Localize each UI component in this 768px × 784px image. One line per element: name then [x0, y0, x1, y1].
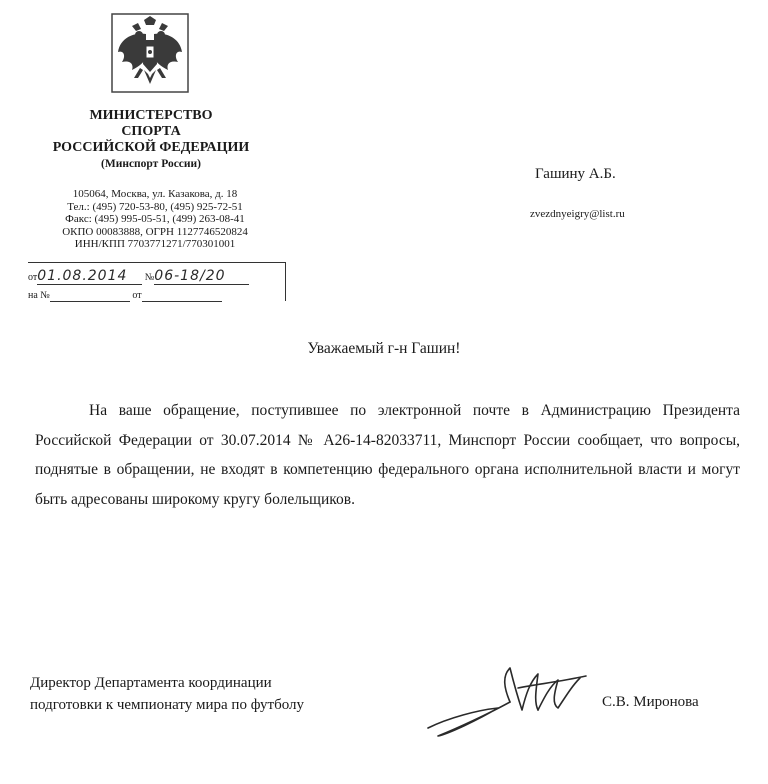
ministry-line: МИНИСТЕРСТВО — [89, 108, 213, 123]
salutation: Уважаемый г-н Гашин! — [307, 340, 461, 357]
signatory-title-line: Директор Департамента координации — [30, 675, 272, 691]
contact-address: 105064, Москва, ул. Казакова, д. 18 — [72, 188, 238, 200]
contact-inn: ИНН/КПП 7703771271/770301001 — [74, 238, 236, 251]
ministry-line: СПОРТА — [121, 124, 181, 139]
registration-line — [28, 268, 249, 285]
signatory-title-line: подготовки к чемпионату мира по футболу — [30, 697, 305, 713]
contact-okpo: ОКПО 00083888, ОГРН 1127746520824 — [62, 225, 248, 238]
letter-body: На ваше обращение, поступившее по электронной почте в Администрацию Президента Российской Федерации от 30.07.2014 № А26-14-82033711, Минспорт России сообщает, что вопросы, поднятые в обращении, не входят в компетенцию федерального органа исполнительной власти и могут быть адресованы широкому кругу болельщиков. — [35, 402, 740, 508]
reg-from-label: от — [28, 272, 38, 283]
contact-phone: Тел.: (495) 720-53-80, (495) 925-72-51 — [67, 200, 243, 213]
ministry-line: РОССИЙСКОЙ ФЕДЕРАЦИИ — [52, 140, 250, 155]
ref-from-label: от — [132, 290, 142, 301]
reg-date: 01.08.2014 — [37, 268, 128, 284]
recipient-name: Гашину А.Б. — [535, 166, 616, 182]
contact-fax: Факс: (495) 995-05-51, (499) 263-08-41 — [65, 213, 245, 226]
recipient-email: zvezdnyeigry@list.ru — [530, 208, 625, 220]
reg-number: 06-18/20 — [154, 268, 226, 284]
letterhead-divider — [28, 262, 278, 263]
signatory-title — [30, 672, 304, 716]
registration-bracket — [277, 262, 286, 301]
signer-name: С.В. Миронова — [602, 694, 699, 710]
reference-line — [28, 290, 222, 302]
coat-of-arms-icon — [110, 12, 190, 94]
ministry-name — [20, 108, 282, 172]
ref-number-label: на № — [28, 290, 50, 301]
ministry-short-name: (Минспорт России) — [101, 158, 201, 170]
signature-icon — [418, 658, 598, 748]
reg-number-label: № — [144, 272, 155, 283]
contact-block — [20, 188, 290, 251]
